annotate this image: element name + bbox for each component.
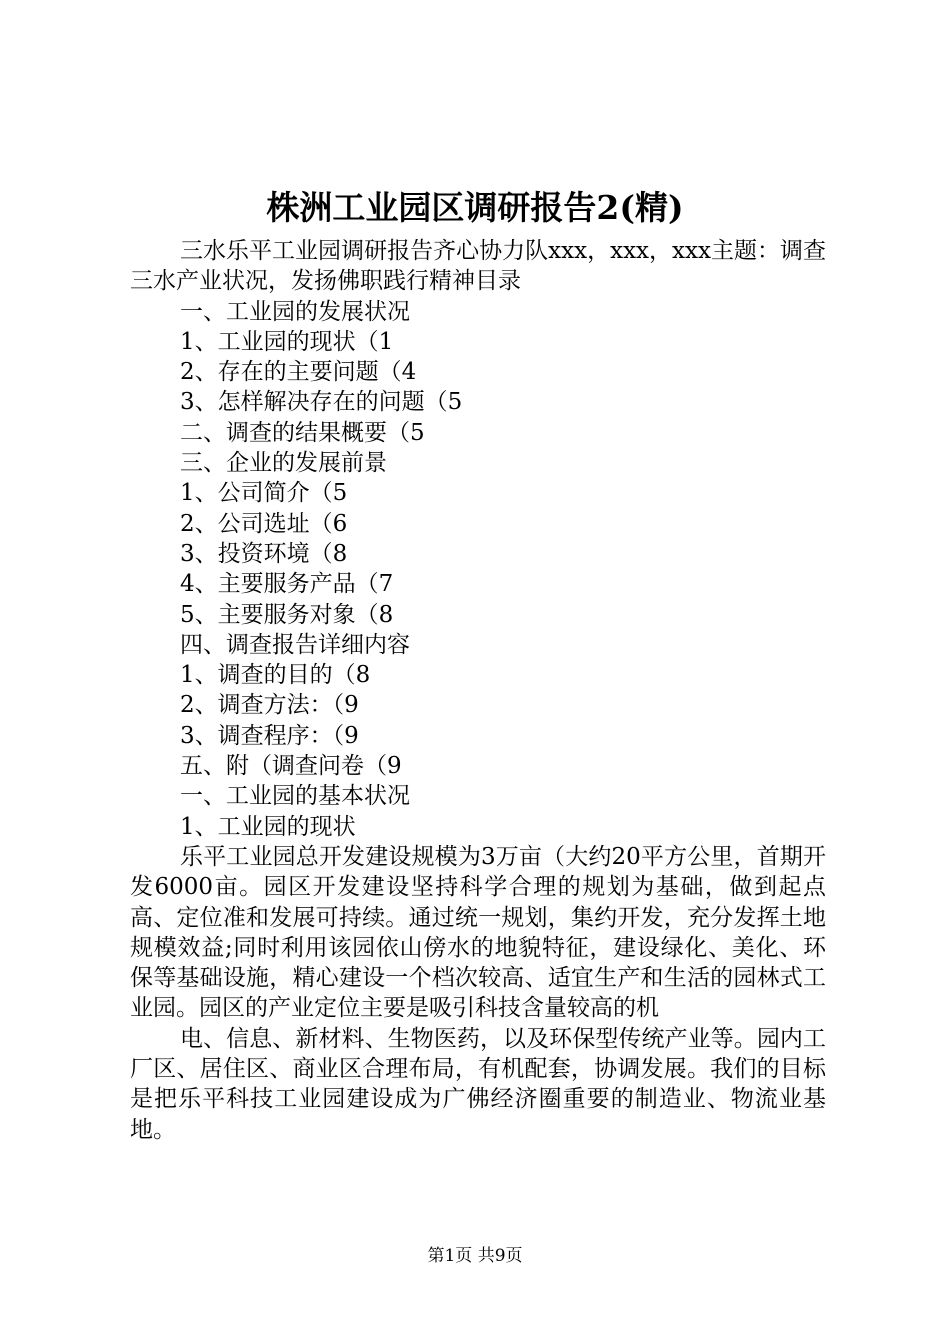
- toc-item: 1、工业园的现状（1: [180, 328, 394, 355]
- body-paragraph: 电、信息、新材料、生物医药，以及环保型传统产业等。园内工厂区、居住区、商业区合理布局，有机配套，协调发展。我们的目标是把乐平科技工业园建设成为广佛经济圈重要的制造业、物流业基地。: [130, 1025, 826, 1143]
- section-heading: 一、工业园的基本状况: [180, 783, 410, 810]
- toc-heading-3: 三、企业的发展前景: [180, 450, 387, 477]
- toc-item: 3、调查程序：（9: [180, 722, 359, 749]
- toc-item: 1、公司简介（5: [180, 480, 348, 507]
- body-paragraph: 乐平工业园总开发建设规模为3万亩（大约20平方公里，首期开发6000亩。园区开发建设坚持科学合理的规划为基础，做到起点高、定位准和发展可持续。通过统一规划，集约开发，充分发挥土地规模效益;同时利用该园依山傍水的地貌特征，建设绿化、美化、环保等基础设施，精心建设一个档次较高、适宜生产和生活的园林式工业园。园区的产业定位主要是吸引科技含量较高的机: [130, 843, 826, 1022]
- page-footer: 第1页 共9页: [427, 1246, 523, 1266]
- subsection-heading: 1、工业园的现状: [180, 813, 356, 840]
- toc-item: 2、存在的主要问题（4: [180, 359, 417, 386]
- toc-item: 2、调查方法：（9: [180, 692, 359, 719]
- toc-heading-2: 二、调查的结果概要（5: [180, 419, 425, 446]
- toc-item: 1、调查的目的（8: [180, 662, 371, 689]
- intro-paragraph: 三水乐平工业园调研报告齐心协力队xxx，xxx，xxx主题：调查三水产业状况，发扬佛职践行精神目录: [130, 238, 826, 295]
- document-body: [130, 236, 826, 1145]
- document-title: 株洲工业园区调研报告2(精): [266, 188, 684, 227]
- toc-item: 2、公司选址（6: [180, 510, 348, 537]
- toc-item: 3、投资环境（8: [180, 540, 348, 567]
- toc-item: 5、主要服务对象（8: [180, 601, 394, 628]
- toc-item: 4、主要服务产品（7: [180, 571, 394, 598]
- toc-heading-5: 五、附（调查问卷（9: [180, 753, 402, 780]
- toc-heading-1: 一、工业园的发展状况: [180, 298, 410, 325]
- toc-item: 3、怎样解决存在的问题（5: [180, 389, 463, 416]
- toc-heading-4: 四、调查报告详细内容: [180, 631, 410, 658]
